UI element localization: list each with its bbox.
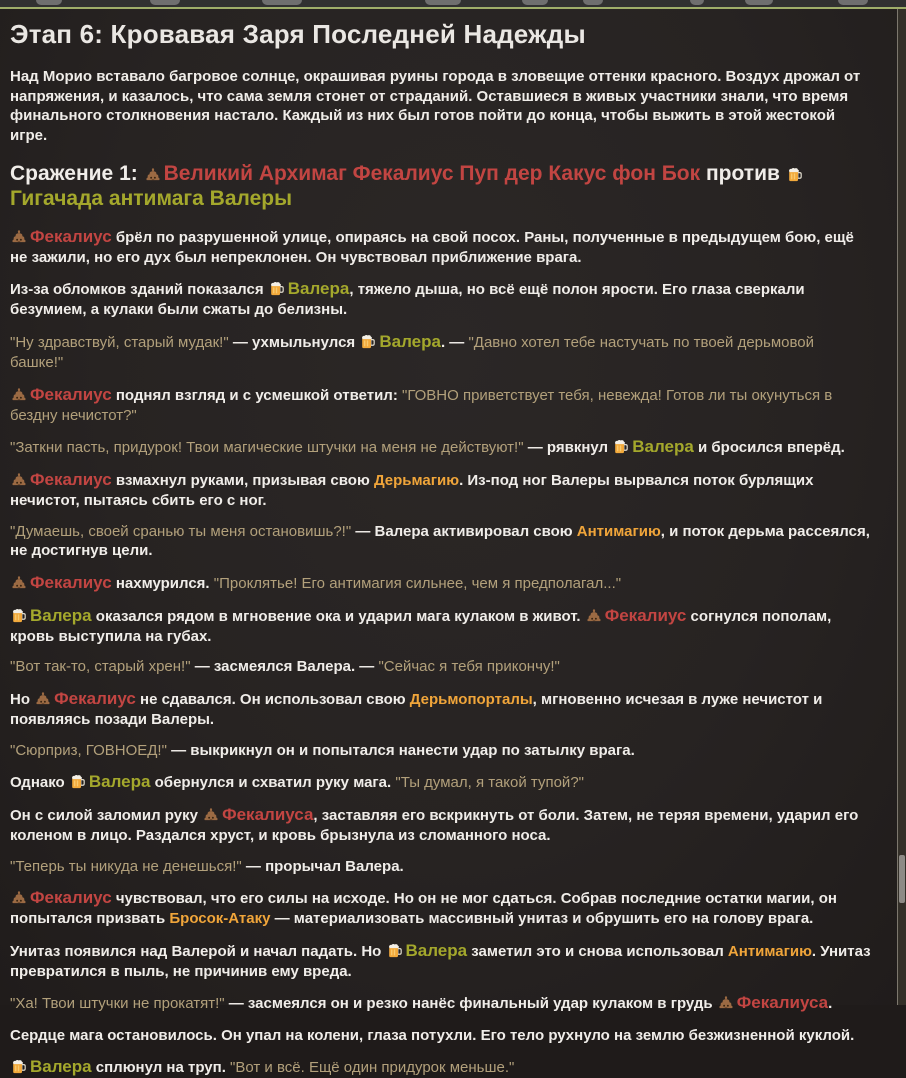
story-paragraph xyxy=(10,1056,871,1078)
character-name-valera: Валера xyxy=(30,1057,92,1077)
toolbar-icon-fragment xyxy=(262,0,302,5)
poop-emoji xyxy=(145,167,161,182)
narration-text: обернулся и схватил руку мага. xyxy=(150,774,396,792)
narration-text: Над Морио вставало багровое солнце, окрашивая руины города в зловещие оттенки красного. Воздух дрожал от напряжения, и казалось, что сама земля стонет от страданий. Оставшиеся в живых участники знали, что время финального столкновения настало. Каждый из них был готов пойти до конца, чтобы выжить в этой жестокой игре. xyxy=(10,68,861,144)
poop-emoji xyxy=(11,229,27,244)
story-paragraph xyxy=(10,436,871,458)
narration-text: — засмеялся он и резко нанёс финальный удар кулаком в грудь xyxy=(228,995,717,1013)
quote-text: "Ха! Твои штучки не прокатят!" xyxy=(10,995,229,1013)
toolbar-icon-fragment xyxy=(36,0,62,5)
narration-text: чувствовал, что его силы на исходе. Но он не мог сдаться. Собрав последние остатки магии, он попытался призвать xyxy=(10,890,837,928)
story-paragraph xyxy=(10,771,871,793)
story-paragraph xyxy=(10,657,871,677)
poop-emoji xyxy=(35,691,51,706)
poop-emoji xyxy=(11,890,27,905)
beer-emoji xyxy=(360,334,376,349)
narration-text: Однако xyxy=(10,774,69,792)
character-name-fecalius: Фекалиус xyxy=(30,572,112,592)
beer-emoji xyxy=(387,943,403,958)
story-paragraph xyxy=(10,331,871,373)
narration-text: , и поток дерьма рассеялся, не достигнув цели. xyxy=(10,522,870,560)
poop-emoji xyxy=(11,575,27,590)
narration-text: Но xyxy=(10,690,35,708)
character-name-fecalius: Фекалиус xyxy=(30,384,112,404)
story-paragraph xyxy=(10,605,871,647)
character-name-valera: Валера xyxy=(88,772,151,792)
character-name-fecalius: Фекалиус xyxy=(30,226,112,246)
narration-text: — материализовать массивный унитаз и обрушить его на голову врага. xyxy=(270,910,814,928)
narration-text: — Валера активировал свою xyxy=(355,522,577,540)
quote-text: "Ты думал, я такой тупой?" xyxy=(395,774,584,792)
ability-name: Дерьмагию xyxy=(373,472,460,490)
quote-text: "Заткни пасть, придурок! Твои магические штучки на меня не действуют!" xyxy=(10,439,528,457)
narration-text: взмахнул руками, призывая свою xyxy=(111,472,374,490)
story-paragraph xyxy=(10,804,871,846)
story-blocks xyxy=(10,67,871,1078)
story-paragraph xyxy=(10,278,871,320)
ability-name: Антимагию xyxy=(727,942,812,960)
character-name-fecalius: Великий Архимаг Фекалиус Пуп дер Какус фон Бок xyxy=(163,162,701,186)
character-name-valera: Валера xyxy=(632,437,694,457)
story-paragraph xyxy=(10,992,871,1014)
character-name-fecalius: Фекалиус xyxy=(30,470,112,490)
narration-text: — прорычал Валера. xyxy=(245,857,404,875)
ability-name: Антимагию xyxy=(576,522,661,540)
character-name-valera: Валера xyxy=(379,331,441,351)
toolbar-icon-fragment xyxy=(745,0,773,5)
quote-text: "Теперь ты никуда не денешься!" xyxy=(10,857,246,875)
quote-text: "Ну здравствуй, старый мудак!" xyxy=(10,333,233,351)
beer-emoji xyxy=(269,281,285,296)
narration-text: — выкрикнул он и попытался нанести удар по затылку врага. xyxy=(171,741,635,759)
narration-text: согнулся пополам, кровь выступила на губах. xyxy=(10,607,832,645)
story-paragraph xyxy=(10,940,871,982)
story-paragraph xyxy=(10,67,871,145)
narration-text: . Унитаз превратился в пыль, не причинив ему вреда. xyxy=(10,942,871,980)
narration-text: , тяжело дыша, но всё ещё полон ярости. Его глаза сверкали безумием, а кулаки были сжаты до белизны. xyxy=(10,281,805,319)
narration-text: — ухмыльнулся xyxy=(232,333,360,351)
character-name-valera: Валера xyxy=(405,940,468,960)
quote-text: "Думаешь, своей сранью ты меня остановишь?!" xyxy=(10,522,356,540)
narration-text: . Из-под ног Валеры вырвался поток бурлящих нечистот, пытаясь сбить его с ног. xyxy=(10,472,814,510)
narration-text: Сердце мага остановилось. Он упал на колени, глаза потухли. Его тело рухнуло на землю безжизненной куклой. xyxy=(10,1026,855,1044)
narration-text: Унитаз появился над Валерой и начал падать. Но xyxy=(10,942,386,960)
narration-text: нахмурился. xyxy=(111,574,214,592)
narration-text: , заставляя его вскрикнуть от боли. Затем, не теряя времени, ударил его коленом в лицо. Раздался хруст, и кровь брызнула из сломанного носа. xyxy=(10,807,859,845)
toolbar-icon-fragment xyxy=(522,0,548,5)
character-name-fecalius: Фекалиус xyxy=(30,888,112,908)
narration-text: и бросился вперёд. xyxy=(693,439,845,457)
story-paragraph xyxy=(10,469,871,511)
narration-text: брёл по разрушенной улице, опираясь на свой посох. Раны, полученные в предыдущем бою, ещё не зажили, но его дух был непреклонен. Он чувствовал приближение врага. xyxy=(10,228,854,266)
narration-text: не сдавался. Он использовал свою xyxy=(135,690,410,708)
narration-text: . — xyxy=(440,333,469,351)
scrollbar[interactable] xyxy=(897,9,906,1005)
narration-text: против xyxy=(700,162,786,186)
quote-text: "Сюрприз, ГОВНОЕД!" xyxy=(10,741,172,759)
story-paragraph xyxy=(10,226,871,268)
character-name-valera: Гигачада антимага Валеры xyxy=(10,186,293,210)
poop-emoji xyxy=(586,608,602,623)
poop-emoji xyxy=(718,995,734,1010)
beer-emoji xyxy=(787,167,803,182)
story-paragraph xyxy=(10,887,871,929)
ability-name: Дерьмопорталы xyxy=(409,690,533,708)
character-name-fecalius: Фекалиуса xyxy=(222,805,314,825)
narration-text: — рявкнул xyxy=(527,439,613,457)
clipped-toolbar xyxy=(0,0,906,9)
poop-emoji xyxy=(11,472,27,487)
character-name-valera: Валера xyxy=(287,279,350,299)
toolbar-icon-fragment xyxy=(838,0,868,5)
story-paragraph xyxy=(10,384,871,426)
ability-name: Бросок-Атаку xyxy=(169,910,271,928)
scrollbar-thumb[interactable] xyxy=(899,855,905,903)
story-paragraph xyxy=(10,857,871,877)
narration-text: заметил это и снова использовал xyxy=(467,942,728,960)
page-title: Этап 6: Кровавая Заря Последней Надежды xyxy=(10,19,586,49)
quote-text: "ГОВНО приветствует тебя, невежда! Готов ли ты окунуться в бездну нечистот?" xyxy=(10,386,833,424)
quote-text: "Давно хотел тебе настучать по твоей дерьмовой башке!" xyxy=(10,333,814,371)
poop-emoji xyxy=(203,807,219,822)
quote-text: "Вот так-то, старый хрен!" xyxy=(10,658,195,676)
narration-text: Сражение 1: xyxy=(10,162,144,186)
story-paragraph xyxy=(10,741,871,761)
battle-heading xyxy=(10,162,871,212)
toolbar-icon-fragment xyxy=(583,0,603,5)
beer-emoji xyxy=(613,439,629,454)
toolbar-icon-fragment xyxy=(425,0,461,5)
character-name-valera: Валера xyxy=(30,605,92,625)
quote-text: "Вот и всё. Ещё один придурок меньше." xyxy=(230,1059,515,1077)
toolbar-icon-fragment xyxy=(150,0,180,5)
story-paragraph xyxy=(10,522,871,561)
beer-emoji xyxy=(11,1059,27,1074)
toolbar-icon-fragment xyxy=(690,0,704,5)
quote-text: "Проклятье! Его антимагия сильнее, чем я предполагал..." xyxy=(213,574,622,592)
character-name-fecalius: Фекалиус xyxy=(54,688,136,708)
narration-text: — засмеялся Валера. — xyxy=(194,658,379,676)
narration-text: оказался рядом в мгновение ока и ударил мага кулаком в живот. xyxy=(91,607,585,625)
story-paragraph xyxy=(10,572,871,594)
story-paragraph xyxy=(10,688,871,730)
narration-text: , мгновенно исчезая в луже нечистот и появляясь позади Валеры. xyxy=(10,690,823,729)
beer-emoji xyxy=(70,774,86,789)
quote-text: "Сейчас я тебя прикончу!" xyxy=(378,658,560,676)
story-paragraph xyxy=(10,1026,871,1046)
character-name-fecalius: Фекалиуса xyxy=(736,993,829,1013)
narration-text: Из-за обломков зданий показался xyxy=(10,281,268,299)
narration-text: сплюнул на труп. xyxy=(91,1059,231,1077)
character-name-fecalius: Фекалиус xyxy=(604,605,687,625)
narration-text: Он с силой заломил руку xyxy=(10,807,203,825)
narration-text: . xyxy=(828,995,833,1013)
beer-emoji xyxy=(11,608,27,623)
narration-text: поднял взгляд и с усмешкой ответил: xyxy=(111,386,402,404)
poop-emoji xyxy=(11,387,27,402)
story-content xyxy=(0,9,897,1077)
